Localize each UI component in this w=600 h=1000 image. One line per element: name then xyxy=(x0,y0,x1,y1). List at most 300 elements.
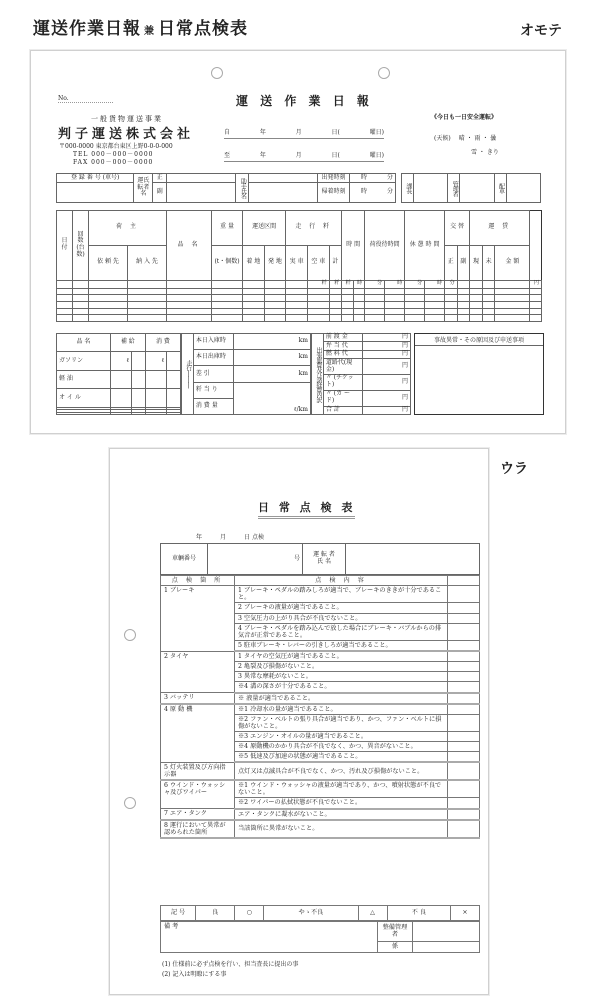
log-cell[interactable] xyxy=(128,288,167,295)
log-cell[interactable] xyxy=(57,295,73,302)
unit-cell xyxy=(128,280,167,288)
driver-name-field[interactable] xyxy=(346,544,480,575)
inspection-result-cell[interactable] xyxy=(448,809,480,820)
log-cell[interactable] xyxy=(405,315,425,322)
log-cell[interactable] xyxy=(530,295,542,302)
km-unit[interactable]: km xyxy=(233,334,310,350)
log-cell[interactable] xyxy=(405,302,425,309)
log-cell[interactable] xyxy=(89,308,128,315)
col-inspection-content: 点 検 内 容 xyxy=(235,576,448,586)
inspection-result-cell[interactable] xyxy=(448,623,480,640)
back-label: ウラ xyxy=(500,461,528,477)
log-cell[interactable] xyxy=(329,295,342,302)
unit-cell: 時 xyxy=(385,280,405,288)
accident-notes-box[interactable] xyxy=(414,333,544,415)
inspection-item: 3 異常な摩耗がないこと。 xyxy=(235,672,448,682)
fuel-col-supply: 補 給 xyxy=(110,334,145,352)
minute-unit: 分 xyxy=(386,188,393,196)
log-cell[interactable] xyxy=(167,288,212,295)
col-shift: 交 替 xyxy=(444,211,469,246)
log-cell[interactable] xyxy=(444,315,457,322)
driver-main-label: 正 xyxy=(153,174,167,183)
unit-cell xyxy=(482,280,495,288)
expense-item: 道路代(現金) xyxy=(323,359,362,375)
title-part-b: 日常点検表 xyxy=(158,19,248,39)
log-cell[interactable] xyxy=(329,315,342,322)
unit-cell: 時 xyxy=(425,280,445,288)
inspection-row xyxy=(161,762,480,780)
inspection-result-cell[interactable] xyxy=(448,682,480,693)
log-cell[interactable] xyxy=(470,315,483,322)
log-cell[interactable] xyxy=(307,295,329,302)
log-cell[interactable] xyxy=(57,308,73,315)
log-cell[interactable] xyxy=(264,295,286,302)
expenses-label: 出張旅費及び諸経費内訳 xyxy=(312,334,324,415)
col-result xyxy=(448,576,480,586)
unit-cell: 分 xyxy=(405,280,425,288)
log-cell[interactable] xyxy=(89,302,128,309)
log-cell[interactable] xyxy=(495,295,530,302)
col-handling: 荷役待時間 xyxy=(365,211,405,281)
col-requester: 依 頼 先 xyxy=(89,245,128,280)
log-cell[interactable] xyxy=(425,302,445,309)
section-chief-stamp[interactable] xyxy=(413,174,447,203)
inspection-place: 3 バッテリ xyxy=(161,693,235,704)
log-cell[interactable] xyxy=(470,288,483,295)
note-2: (2) 記入は明瞭にする事 xyxy=(162,971,227,978)
log-cell[interactable] xyxy=(307,308,329,315)
log-cell[interactable] xyxy=(425,288,445,295)
log-cell[interactable] xyxy=(365,315,385,322)
log-cell[interactable] xyxy=(353,302,364,309)
log-cell[interactable] xyxy=(329,302,342,309)
col-deliver-to: 納 入 先 xyxy=(128,245,167,280)
fuel-cell[interactable] xyxy=(145,389,166,407)
unit-cell xyxy=(495,280,530,288)
inspection-item: 2 亀裂及び損傷がないこと。 xyxy=(235,662,448,672)
log-cell[interactable] xyxy=(307,302,329,309)
odometer-table xyxy=(181,333,311,415)
km-unit[interactable]: km xyxy=(233,366,310,382)
minute-unit: 分 xyxy=(386,173,393,181)
col-count: 回数 xyxy=(77,230,84,245)
assistant-field-2[interactable] xyxy=(248,183,317,203)
log-cell[interactable] xyxy=(457,295,470,302)
log-cell[interactable] xyxy=(128,315,167,322)
legend-table xyxy=(160,905,480,921)
inspection-result-cell[interactable] xyxy=(448,603,480,613)
fuel-cell[interactable] xyxy=(132,389,146,407)
fuel-name: オ イ ル xyxy=(57,389,111,407)
fuel-cell[interactable] xyxy=(167,389,181,407)
log-cell[interactable] xyxy=(444,308,457,315)
log-cell[interactable] xyxy=(89,315,128,322)
checklist-title: 日 常 点 検 表 xyxy=(258,499,355,519)
log-cell[interactable] xyxy=(264,288,286,295)
fuel-name: ガソリン xyxy=(57,352,111,370)
log-cell[interactable] xyxy=(307,288,329,295)
reg-no-header: 登 録 番 号 (車号) xyxy=(57,174,134,183)
log-cell[interactable] xyxy=(495,315,530,322)
go-unit: 号 xyxy=(293,554,300,562)
col-empty: 空 車 xyxy=(307,245,329,280)
log-cell[interactable] xyxy=(365,308,385,315)
return-label: 帰着時刻 xyxy=(317,183,350,203)
legend-label: 記 号 xyxy=(161,906,196,921)
expense-amount[interactable]: 円 xyxy=(362,334,410,342)
year-label: 年 xyxy=(259,129,266,136)
inspection-item: エア・タンクに凝水がないこと。 xyxy=(235,809,448,820)
fax: FAX 000－000－0000 xyxy=(73,159,154,166)
log-cell[interactable] xyxy=(425,315,445,322)
col-rest: 休 憩 時 間 xyxy=(405,211,445,281)
log-cell[interactable] xyxy=(385,308,405,315)
inspection-result-cell[interactable] xyxy=(448,662,480,672)
log-cell[interactable] xyxy=(457,288,470,295)
expense-amount[interactable]: 円 xyxy=(362,406,410,414)
log-cell[interactable] xyxy=(530,315,542,322)
log-cell[interactable] xyxy=(89,288,128,295)
driver-main-field[interactable] xyxy=(167,174,236,183)
inspection-result-cell[interactable] xyxy=(448,820,480,838)
inspection-item: 1 ブレーキ・ペダルの踏みしろが適当で、ブレーキのききが十分であること。 xyxy=(235,586,448,603)
log-cell[interactable] xyxy=(73,288,89,295)
log-cell[interactable] xyxy=(212,288,243,295)
log-cell[interactable] xyxy=(243,302,265,309)
inspection-row xyxy=(161,586,480,603)
inspection-result-cell[interactable] xyxy=(448,672,480,682)
log-cell[interactable] xyxy=(89,295,128,302)
log-cell[interactable] xyxy=(212,302,243,309)
fuel-cell[interactable] xyxy=(145,370,166,388)
col-cash: 現 xyxy=(470,245,483,280)
date-to-label: 至 xyxy=(224,152,231,159)
year-label: 年 xyxy=(196,534,203,541)
log-cell[interactable] xyxy=(57,302,73,309)
inspection-row xyxy=(161,693,480,704)
log-cell[interactable] xyxy=(264,302,286,309)
title-part-a: 運送作業日報 xyxy=(33,19,141,39)
inspection-table xyxy=(160,575,480,839)
log-cell[interactable] xyxy=(128,302,167,309)
dispatch-stamp[interactable] xyxy=(506,174,540,203)
unit-cell: 分 xyxy=(444,280,457,288)
inspection-result-cell[interactable] xyxy=(448,798,480,809)
back-sheet xyxy=(109,448,489,995)
km-unit[interactable]: km xyxy=(233,350,310,366)
log-cell[interactable] xyxy=(329,308,342,315)
log-cell[interactable] xyxy=(353,295,364,302)
log-cell[interactable] xyxy=(286,288,308,295)
log-cell[interactable] xyxy=(470,308,483,315)
log-cell[interactable] xyxy=(530,288,542,295)
legend-bad: 不 良 xyxy=(387,906,450,921)
hour-unit: 時 xyxy=(360,173,367,181)
expense-item: 〃 (カ ー ド) xyxy=(323,390,362,406)
expense-item: 燃 料 代 xyxy=(323,350,362,358)
fuel-name: 軽 油 xyxy=(57,370,111,388)
per-km-label: 粁 当 り xyxy=(193,382,233,398)
log-cell[interactable] xyxy=(286,308,308,315)
date-to-row[interactable] xyxy=(224,150,384,162)
inspection-result-cell[interactable] xyxy=(448,613,480,623)
fuel-cell[interactable] xyxy=(145,412,166,414)
note-1: (1) 仕様前に必ず点検を行い、担当査長に提出の事 xyxy=(162,961,299,968)
driver-name-label: 運氏転者名 xyxy=(134,174,153,203)
log-cell[interactable] xyxy=(342,295,353,302)
fuel-cell[interactable] xyxy=(110,389,131,407)
fuel-cell[interactable]: ℓ xyxy=(145,352,166,370)
manager-stamp[interactable] xyxy=(460,174,494,203)
log-cell[interactable] xyxy=(482,315,495,322)
unit-cell xyxy=(57,280,73,288)
log-cell[interactable] xyxy=(128,308,167,315)
in-today-label: 本日入庫時 xyxy=(193,334,233,350)
fuel-cell[interactable] xyxy=(110,412,131,414)
running-label: 走行||| xyxy=(182,334,194,415)
log-cell[interactable] xyxy=(264,315,286,322)
company-name: 判子運送株式会社 xyxy=(58,127,195,142)
staff-stamp[interactable] xyxy=(413,941,480,952)
expense-item: 合 計 xyxy=(323,406,362,414)
log-cell[interactable] xyxy=(329,288,342,295)
log-cell[interactable] xyxy=(470,295,483,302)
date-from-row[interactable] xyxy=(224,127,384,139)
log-cell[interactable] xyxy=(342,308,353,315)
punch-hole-icon xyxy=(124,629,136,641)
inspection-place: 4 原 動 機 xyxy=(161,704,235,763)
inspection-result-cell[interactable] xyxy=(448,640,480,651)
inspection-result-cell[interactable] xyxy=(448,742,480,752)
driver-sub-field[interactable] xyxy=(167,183,236,203)
day-label: 日( xyxy=(331,129,340,136)
log-cell[interactable] xyxy=(73,302,89,309)
name-label: 氏 名 xyxy=(317,558,331,565)
address: 〒000-0000 東京都台東区上野0-0-0-000 xyxy=(59,143,173,150)
log-cell[interactable] xyxy=(286,315,308,322)
log-cell[interactable] xyxy=(365,288,385,295)
log-cell[interactable] xyxy=(342,288,353,295)
inspection-result-cell[interactable] xyxy=(448,586,480,603)
front-label: オモテ xyxy=(520,23,562,39)
diff-label: 差 引 xyxy=(193,366,233,382)
log-cell[interactable] xyxy=(457,315,470,322)
fuel-cell[interactable] xyxy=(110,370,131,388)
inspection-item: 5 駐車ブレーキ・レバーの引きしろが適当であること。 xyxy=(235,640,448,651)
log-cell[interactable] xyxy=(495,308,530,315)
log-cell[interactable] xyxy=(342,315,353,322)
col-shipper: 荷 主 xyxy=(89,211,167,246)
log-cell[interactable] xyxy=(530,308,542,315)
expense-amount[interactable]: 円 xyxy=(362,359,410,375)
inspection-result-cell[interactable] xyxy=(448,704,480,715)
log-cell[interactable] xyxy=(353,315,364,322)
inspection-item: ※1 冷却水の量が適当であること。 xyxy=(235,704,448,715)
log-cell[interactable] xyxy=(530,302,542,309)
inspection-row xyxy=(161,704,480,715)
log-cell[interactable] xyxy=(167,295,212,302)
consumption-unit[interactable]: ℓ/km xyxy=(233,382,310,414)
industry: 一般貨物運送事業 xyxy=(91,115,163,123)
legend-good-symbol: ○ xyxy=(235,906,264,921)
expense-item: 前 渡 金 xyxy=(323,334,362,342)
log-cell[interactable] xyxy=(212,308,243,315)
inspection-result-cell[interactable] xyxy=(448,714,480,731)
inspection-result-cell[interactable] xyxy=(448,762,480,780)
log-cell[interactable] xyxy=(57,315,73,322)
log-cell[interactable] xyxy=(365,295,385,302)
transport-log-table xyxy=(56,210,542,322)
log-cell[interactable] xyxy=(57,288,73,295)
legend-fair: やゝ不良 xyxy=(264,906,358,921)
log-cell[interactable] xyxy=(495,302,530,309)
log-cell[interactable] xyxy=(482,288,495,295)
log-cell[interactable] xyxy=(286,295,308,302)
tel: TEL 000－000－0000 xyxy=(73,151,154,158)
fuel-cell[interactable]: ℓ xyxy=(110,352,131,370)
col-item: 品 名 xyxy=(167,211,212,281)
log-cell[interactable] xyxy=(385,302,405,309)
manager-label: 管理者 xyxy=(448,174,460,203)
log-cell[interactable] xyxy=(444,302,457,309)
log-cell[interactable] xyxy=(482,308,495,315)
fuel-row xyxy=(57,352,181,370)
day-label: 日( xyxy=(331,152,340,159)
expense-amount[interactable]: 円 xyxy=(362,350,410,358)
inspection-date[interactable] xyxy=(196,532,264,541)
inspection-row xyxy=(161,780,480,798)
log-cell[interactable] xyxy=(365,302,385,309)
log-cell[interactable] xyxy=(243,308,265,315)
assistant-field-1[interactable] xyxy=(248,174,317,183)
log-cell[interactable] xyxy=(405,288,425,295)
log-cell[interactable] xyxy=(212,315,243,322)
maintenance-manager-stamp[interactable] xyxy=(413,922,480,942)
log-cell[interactable] xyxy=(470,302,483,309)
inspection-result-cell[interactable] xyxy=(448,780,480,798)
log-cell[interactable] xyxy=(457,308,470,315)
inspection-item: 1 タイヤの空気圧が適当であること。 xyxy=(235,651,448,662)
inspection-result-cell[interactable] xyxy=(448,752,480,763)
col-unpaid: 未 xyxy=(482,245,495,280)
inspection-row xyxy=(161,820,480,838)
vehicle-no-field[interactable] xyxy=(208,544,303,575)
inspection-place: 7 エア・タンク xyxy=(161,809,235,820)
log-cell[interactable] xyxy=(385,315,405,322)
inspection-item: ※4 原動機のかかり具合が不良でなく、かつ、異音がないこと。 xyxy=(235,742,448,752)
remarks-table xyxy=(160,921,480,953)
log-cell[interactable] xyxy=(243,295,265,302)
unit-cell: 粁 xyxy=(329,280,342,288)
log-cell[interactable] xyxy=(353,288,364,295)
driver-sub-label: 副 xyxy=(153,183,167,203)
log-cell[interactable] xyxy=(243,288,265,295)
inspection-result-cell[interactable] xyxy=(448,693,480,704)
fuel-col-item: 品 名 xyxy=(57,334,111,352)
log-cell[interactable] xyxy=(73,295,89,302)
fuel-cell[interactable] xyxy=(132,370,146,388)
inspection-result-cell[interactable] xyxy=(448,651,480,662)
log-cell[interactable] xyxy=(167,302,212,309)
log-cell[interactable] xyxy=(353,308,364,315)
hour-unit: 時 xyxy=(360,188,367,196)
log-cell[interactable] xyxy=(482,302,495,309)
log-cell[interactable] xyxy=(444,288,457,295)
inspection-item: 2 ブレーキの液量が適当であること。 xyxy=(235,603,448,613)
fuel-table xyxy=(56,333,181,415)
log-cell[interactable] xyxy=(286,302,308,309)
accident-notes-label: 事故異常・その原因及び申送事項 xyxy=(415,334,543,346)
unit-cell xyxy=(286,280,308,288)
col-route: 運送区間 xyxy=(243,211,286,246)
log-cell[interactable] xyxy=(457,302,470,309)
fuel-cell[interactable] xyxy=(132,412,146,414)
fuel-cell[interactable] xyxy=(167,352,181,370)
col-loaded: 実 車 xyxy=(286,245,308,280)
log-cell[interactable] xyxy=(495,288,530,295)
log-cell[interactable] xyxy=(405,295,425,302)
unit-cell xyxy=(167,280,212,288)
log-cell[interactable] xyxy=(243,315,265,322)
unit-cell xyxy=(89,280,128,288)
reg-no-field[interactable] xyxy=(57,183,134,203)
weather[interactable] xyxy=(434,133,496,142)
col-arrival: 着 地 xyxy=(243,245,265,280)
log-cell[interactable] xyxy=(73,315,89,322)
log-cell[interactable] xyxy=(73,308,89,315)
unit-cell xyxy=(264,280,286,288)
maintenance-manager-label: 整備管理者 xyxy=(378,922,413,942)
expense-amount[interactable]: 円 xyxy=(362,342,410,350)
expense-amount[interactable]: 円 xyxy=(362,390,410,406)
log-cell[interactable] xyxy=(167,308,212,315)
inspection-result-cell[interactable] xyxy=(448,732,480,742)
expenses-table xyxy=(311,333,411,415)
log-cell[interactable] xyxy=(385,288,405,295)
fuel-cell[interactable] xyxy=(132,352,146,370)
log-cell[interactable] xyxy=(167,315,212,322)
depart-label: 出発時刻 xyxy=(317,174,350,183)
weekday-label: 曜日) xyxy=(369,152,384,159)
fuel-cell[interactable] xyxy=(167,370,181,388)
log-cell[interactable] xyxy=(405,308,425,315)
log-cell[interactable] xyxy=(212,295,243,302)
log-cell[interactable] xyxy=(342,302,353,309)
unit-cell xyxy=(243,280,265,288)
vehicle-no-label: 車輌番号 xyxy=(161,544,208,575)
inspection-item: ※2 ファン・ベルトの張り具合が適当であり、かつ、ファン・ベルトに損傷がないこと。 xyxy=(235,714,448,731)
log-cell[interactable] xyxy=(425,295,445,302)
log-cell[interactable] xyxy=(385,295,405,302)
log-cell[interactable] xyxy=(264,308,286,315)
unit-cell xyxy=(457,280,470,288)
expense-amount[interactable]: 円 xyxy=(362,374,410,390)
log-cell[interactable] xyxy=(444,295,457,302)
expense-item: 〃 (チケット) xyxy=(323,374,362,390)
log-cell[interactable] xyxy=(425,308,445,315)
inspection-item: 3 空気圧力の上がり具合が不良でないこと。 xyxy=(235,613,448,623)
log-cell[interactable] xyxy=(307,315,329,322)
unit-cell: 粁 xyxy=(342,280,353,288)
fuel-cell[interactable] xyxy=(167,412,181,414)
product-title xyxy=(33,14,248,39)
log-cell[interactable] xyxy=(128,295,167,302)
legend-bad-symbol: × xyxy=(451,906,480,921)
legend-good: 良 xyxy=(196,906,235,921)
remarks-field[interactable] xyxy=(161,922,378,953)
log-cell[interactable] xyxy=(482,295,495,302)
col-time: 時 間 xyxy=(342,211,365,281)
